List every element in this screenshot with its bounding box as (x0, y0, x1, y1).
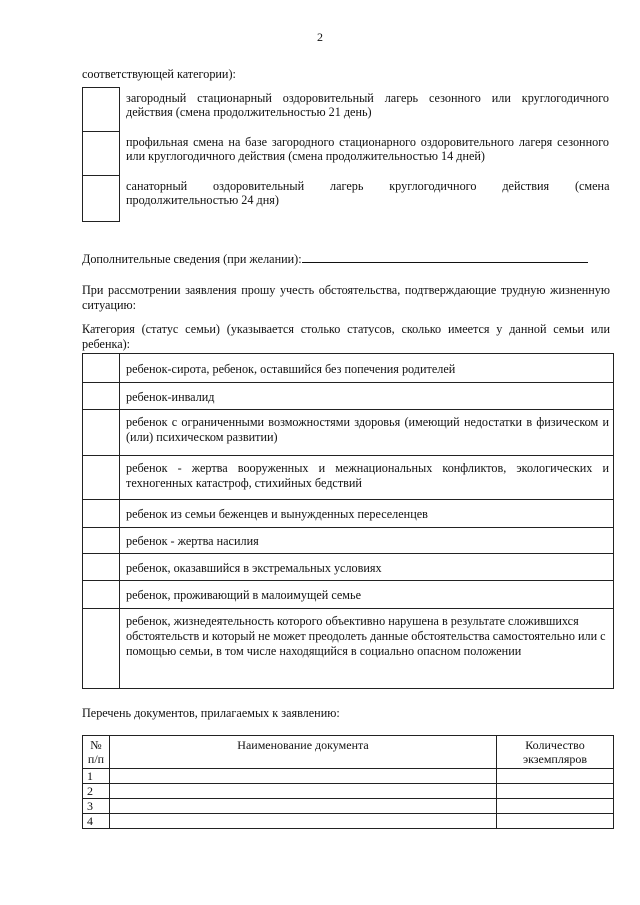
circumstances-text: При рассмотрении заявления прошу учесть обстоятельства, подтверждающие трудную жизненную ситуацию: (82, 283, 610, 312)
camp-option-label: санаторный оздоровительный лагерь круглогодичного действия (смена продолжительностью 24 дня) (126, 178, 610, 207)
row-number: 1 (83, 769, 110, 784)
status-checkbox[interactable] (83, 456, 120, 500)
col-header-document-name: Наименование документа (110, 736, 497, 769)
row-number: 2 (83, 784, 110, 799)
quantity-cell[interactable] (497, 799, 614, 814)
status-label: ребенок, жизнедеятельность которого объективно нарушена в результате сложившихся обстоятельств и который не может преодолеть данные обстоятельства самостоятельно или с помощью семьи, в том числе находящийся в социально опасном положении (120, 609, 614, 689)
table-row (83, 769, 614, 784)
status-label: ребенок, оказавшийся в экстремальных условиях (120, 554, 614, 581)
camp-option-label: загородный стационарный оздоровительный лагерь сезонного или круглогодичного действия (смена продолжительностью 21 день) (126, 90, 609, 119)
status-label: ребенок из семьи беженцев и вынужденных переселенцев (120, 500, 614, 528)
status-checkbox[interactable] (83, 410, 120, 456)
status-checkbox[interactable] (83, 581, 120, 609)
status-label: ребенок-инвалид (120, 383, 614, 410)
document-name-cell[interactable] (110, 814, 497, 829)
row-number: 3 (83, 799, 110, 814)
additional-info-field[interactable] (302, 250, 588, 263)
status-label: ребенок-сирота, ребенок, оставшийся без попечения родителей (120, 354, 614, 383)
document-name-cell[interactable] (110, 769, 497, 784)
quantity-cell[interactable] (497, 814, 614, 829)
status-checkbox[interactable] (83, 500, 120, 528)
status-checkbox[interactable] (83, 609, 120, 689)
camp-option-checkbox[interactable] (83, 88, 120, 132)
table-row (83, 814, 614, 829)
document-name-cell[interactable] (110, 784, 497, 799)
status-label: ребенок с ограниченными возможностями здоровья (имеющий недостатки в физическом и (или) психическом развитии) (120, 410, 614, 456)
documents-table (82, 735, 614, 829)
intro-tail: соответствующей категории): (82, 67, 236, 81)
status-checkbox[interactable] (83, 554, 120, 581)
status-checkbox[interactable] (83, 528, 120, 554)
quantity-cell[interactable] (497, 769, 614, 784)
table-row (83, 784, 614, 799)
additional-info-row (82, 250, 610, 267)
status-checkbox[interactable] (83, 354, 120, 383)
camp-type-table (82, 87, 612, 222)
row-number: 4 (83, 814, 110, 829)
col-header-number: № п/п (83, 736, 110, 769)
camp-option-checkbox[interactable] (83, 176, 120, 222)
camp-option-checkbox[interactable] (83, 132, 120, 176)
status-label: ребенок - жертва вооруженных и межнациональных конфликтов, экологических и техногенных катастроф, стихийных бедствий (120, 456, 614, 500)
family-status-table (82, 353, 614, 689)
col-header-quantity: Количество экземпляров (497, 736, 614, 769)
status-label: ребенок, проживающий в малоимущей семье (120, 581, 614, 609)
quantity-cell[interactable] (497, 784, 614, 799)
category-text: Категория (статус семьи) (указывается столько статусов, сколько имеется у данной семьи или ребенка): (82, 322, 610, 351)
document-name-cell[interactable] (110, 799, 497, 814)
status-checkbox[interactable] (83, 383, 120, 410)
status-label: ребенок - жертва насилия (120, 528, 614, 554)
camp-option-label: профильная смена на базе загородного стационарного оздоровительного лагеря сезонного или круглогодичного действия (смена продолжительностью 14 дней) (126, 134, 609, 163)
documents-heading: Перечень документов, прилагаемых к заявлению: (82, 706, 340, 720)
additional-info-label: Дополнительные сведения (при желании): (82, 252, 302, 266)
page-number: 2 (317, 30, 323, 44)
table-row (83, 799, 614, 814)
